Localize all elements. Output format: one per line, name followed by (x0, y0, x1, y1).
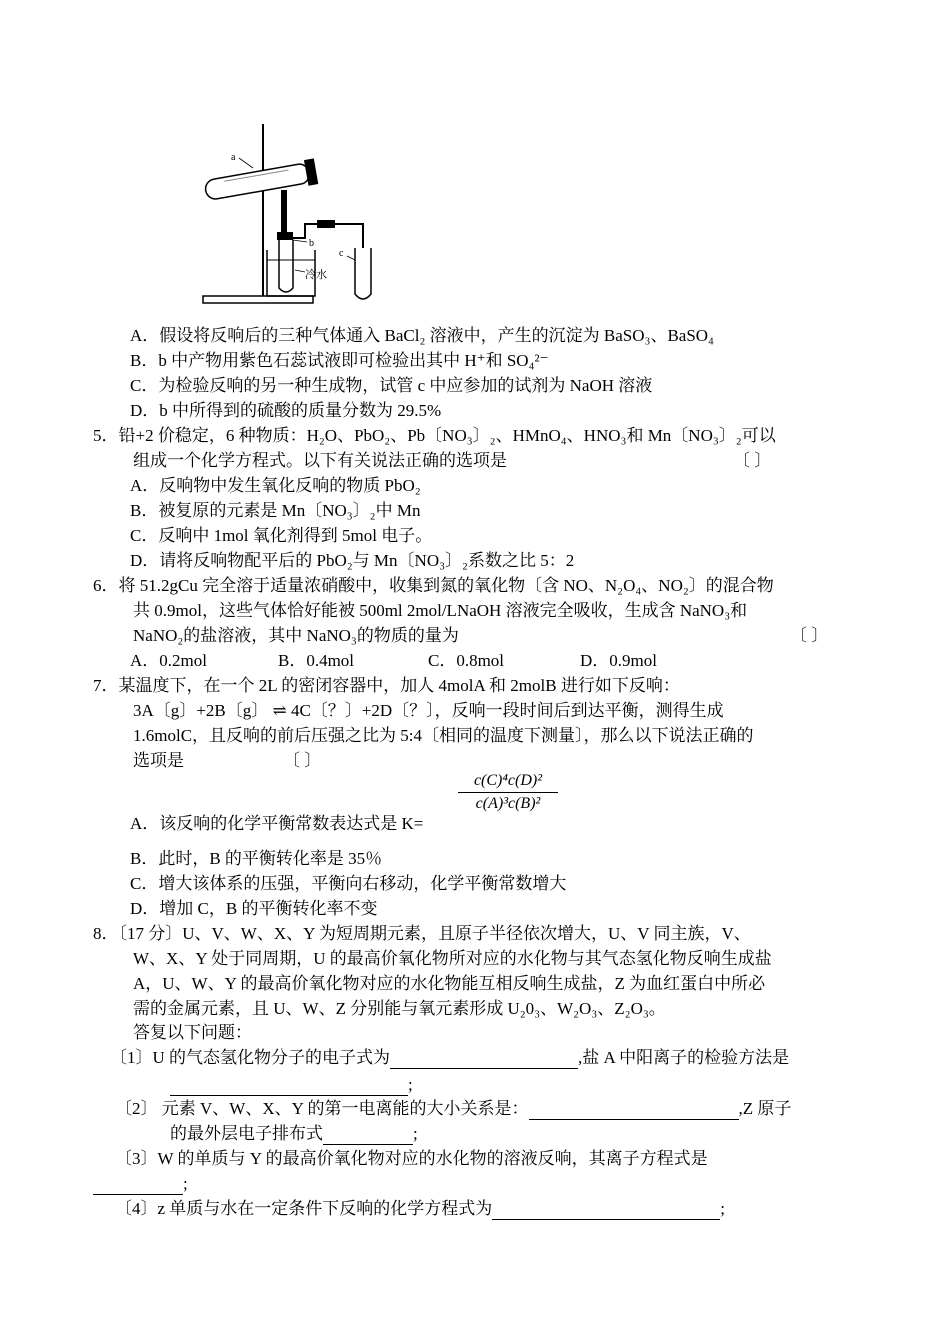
q4-option-d: D．b 中所得到的硫酸的质量分数为 29.5% (130, 401, 442, 420)
q8-part4-end: ; (720, 1199, 726, 1218)
q6-option-b: B．0.4mol (278, 651, 355, 670)
q6-stem-line1: 6．将 51.2gCu 完全溶于适量浓硝酸中，收集到氮的氧化物〔含 NO、N₂O₄、NO₂〕的混合物 (93, 576, 774, 595)
answer-blank-5[interactable] (93, 1176, 183, 1195)
label-cold-water: 冷水 (305, 268, 327, 281)
q8-stem-line2: W、X、Y 处于同周期，U 的最高价氧化物所对应的水化物与其气态氢化物反响生成盐 (133, 949, 772, 968)
q6-answer-bracket: 〔 〕 (790, 626, 829, 645)
answer-blank-3[interactable] (529, 1101, 739, 1120)
q7-stem-line2: 3A〔g〕+2B〔g〕 ⇌ 4C〔？〕+2D〔？〕，反响一段时间后到达平衡，测得生成 (133, 701, 724, 720)
q7-option-c: C．增大该体系的压强，平衡向右移动，化学平衡常数增大 (130, 874, 567, 893)
q8-part2-text-c: 的最外层电子排布式 (170, 1124, 323, 1143)
label-a: a (231, 152, 236, 163)
label-c: c (339, 248, 344, 259)
q7-stem-line1: 7．某温度下，在一个 2L 的密闭容器中，加人 4molA 和 2molB 进行如下反响： (93, 676, 680, 695)
q6-option-d: D．0.9mol (580, 651, 657, 670)
q8-part1-line1 (110, 1047, 789, 1069)
q4-option-c: C．为检验反响的另一种生成物，试管 c 中应参加的试剂为 NaOH 溶液 (130, 376, 653, 395)
q7-option-a: A．该反响的化学平衡常数表达式是 K= (130, 814, 424, 833)
q8-part2-line2 (170, 1123, 418, 1145)
q6-option-a: A．0.2mol (130, 651, 207, 670)
q8-stem-line1: 8．〔17 分〕U、V、W、X、Y 为短周期元素，且原子半径依次增大，U、V 同主族，V、 (93, 924, 751, 943)
q6-stem-line2: 共 0.9mol，这些气体恰好能被 500ml 2mol/LNaOH 溶液完全吸收，生成含 NaNO₃和 (133, 601, 748, 620)
q8-part1-text: 〔1〕U 的气态氢化物分子的电子式为 (110, 1048, 391, 1067)
q8-part2-text: 〔2〕 元素 V、W、X、Y 的第一电离能的大小关系是： (115, 1099, 529, 1118)
q8-part1-line2 (170, 1074, 413, 1096)
q7-answer-bracket: 〔 〕 (283, 751, 322, 770)
q5-option-a: A．反响物中发生氧化反响的物质 PbO₂ (130, 476, 421, 495)
q8-part4-line1 (115, 1198, 725, 1220)
q5-stem-line1: 5．铅+2 价稳定，6 种物质：H₂O、PbO₂、Pb〔NO₃〕₂、HMnO₄、HNO₃和 Mn〔NO₃〕₂可以 (93, 426, 776, 445)
q7-option-d: D．增加 C，B 的平衡转化率不变 (130, 899, 378, 918)
answer-blank-2[interactable] (170, 1077, 408, 1096)
answer-blank-1[interactable] (390, 1050, 578, 1069)
q4-option-b: B．b 中产物用紫色石蕊试液即可检验出其中 H⁺和 SO₄²⁻ (130, 351, 549, 370)
q8-part2-end: ; (413, 1124, 418, 1143)
q8-part2-line1 (115, 1098, 791, 1120)
q8-part3-line1: 〔3〕W 的单质与 Y 的最高价氧化物对应的水化物的溶液反响，其离子方程式是 (115, 1149, 708, 1168)
q4-option-a: A．假设将反响后的三种气体通入 BaCl₂ 溶液中，产生的沉淀为 BaSO₃、BaSO₄ (130, 326, 714, 345)
fraction-denominator: c(A)³c(B)² (475, 795, 541, 812)
q6-option-c: C．0.8mol (428, 651, 505, 670)
q8-part3-end: ; (183, 1174, 188, 1193)
q5-option-b: B．被复原的元素是 Mn〔NO₃〕₂中 Mn (130, 501, 421, 520)
q5-answer-bracket: 〔 〕 (733, 451, 772, 470)
q6-stem-line3: NaNO₂的盐溶液，其中 NaNO₃的物质的量为 (133, 626, 459, 645)
q8-part3-line2 (93, 1173, 188, 1195)
q8-stem-line4: 需的金属元素，且 U、W、Z 分别能与氧元素形成 U₂0₃、W₂O₃、Z₂O₃。 (133, 999, 666, 1018)
q5-option-c: C．反响中 1mol 氧化剂得到 5mol 电子。 (130, 526, 433, 545)
equilibrium-constant-fraction (458, 772, 558, 813)
q8-part4-text: 〔4〕z 单质与水在一定条件下反响的化学方程式为 (115, 1199, 493, 1218)
apparatus-figure (195, 120, 380, 310)
q7-stem-line3: 1.6molC，且反响的前后压强之比为 5:4〔相同的温度下测量〕，那么以下说法正确的 (133, 726, 754, 745)
answer-blank-4[interactable] (323, 1126, 413, 1145)
answer-blank-6[interactable] (492, 1201, 720, 1220)
q8-stem-line5: 答复以下问题： (133, 1023, 252, 1042)
label-b: b (309, 238, 314, 249)
fraction-numerator: c(C)⁴c(D)² (458, 772, 558, 793)
q5-stem-line2: 组成一个化学方程式。以下有关说法正确的选项是 (133, 451, 507, 470)
q7-stem-line4: 选项是 (133, 751, 184, 770)
q8-part1-text-b: ,盐 A 中阳离子的检验方法是 (578, 1048, 790, 1067)
q8-part1-end: ; (408, 1075, 413, 1094)
q7-option-b: B．此时，B 的平衡转化率是 35％ (130, 849, 383, 868)
q8-part2-text-b: ,Z 原子 (738, 1099, 792, 1118)
q8-stem-line3: A，U、W、Y 的最高价氧化物对应的水化物能互相反响生成盐，Z 为血红蛋白中所必 (133, 974, 766, 993)
q5-option-d: D．请将反响物配平后的 PbO₂与 Mn〔NO₃〕₂系数之比 5：2 (130, 551, 575, 570)
